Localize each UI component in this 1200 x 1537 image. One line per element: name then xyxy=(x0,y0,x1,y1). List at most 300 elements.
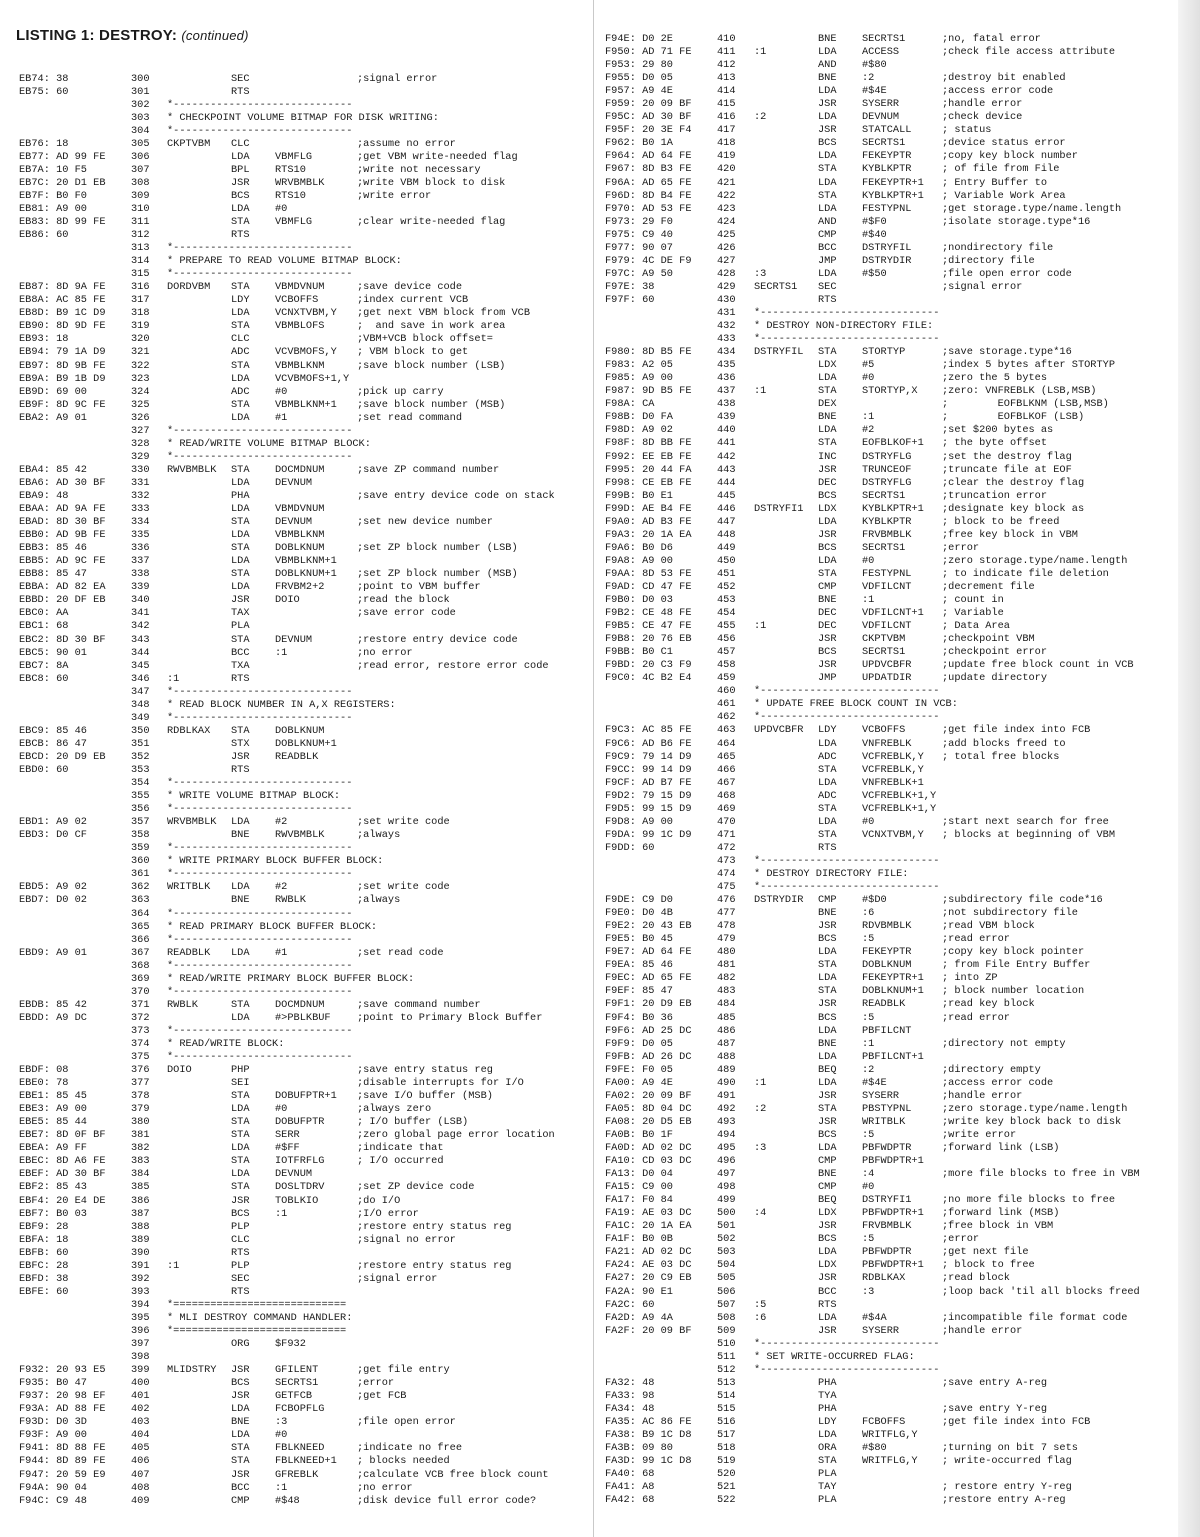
code-label: DORDVBM xyxy=(167,281,211,294)
code-address: F9B2: CE 48 FE xyxy=(605,607,692,620)
code-opcode: JSR xyxy=(231,1364,250,1377)
code-address: F93A: AD 88 FE xyxy=(19,1403,106,1416)
code-line-number: 344 xyxy=(131,646,150,659)
code-opcode: DEC xyxy=(818,620,837,633)
code-line-number: 413 xyxy=(717,72,736,85)
code-operand: #0 xyxy=(275,202,288,215)
code-operand: VBMBLKNM+1 xyxy=(275,398,337,411)
code-operand: UPDVCBFR xyxy=(862,659,912,672)
code-comment: ;write error xyxy=(942,1128,1017,1141)
code-address: EBC8: 60 xyxy=(19,672,69,685)
code-address: EBE1: 85 45 xyxy=(19,1090,87,1103)
code-operand: DOBLKNUM xyxy=(275,724,325,737)
code-line-number: 483 xyxy=(717,985,736,998)
code-line-number: 328 xyxy=(131,437,150,450)
code-opcode: LDA xyxy=(818,202,837,215)
code-address: F992: EE EB FE xyxy=(605,450,692,463)
code-address: EBF4: 20 E4 DE xyxy=(19,1194,106,1207)
code-line-number: 509 xyxy=(717,1324,736,1337)
code-line-number: 379 xyxy=(131,1103,150,1116)
code-comment: ;zero storage.type/name.length xyxy=(942,554,1128,567)
code-comment: ;restore entry status reg xyxy=(357,1259,512,1272)
code-section-text: *----------------------------- xyxy=(167,933,353,946)
code-opcode: STA xyxy=(818,346,837,359)
code-operand: FESTYPNL xyxy=(862,202,912,215)
code-opcode: STA xyxy=(818,567,837,580)
code-address: F9FB: AD 26 DC xyxy=(605,1050,692,1063)
code-label: :3 xyxy=(754,267,767,280)
code-comment: ;device status error xyxy=(942,137,1066,150)
code-comment: ;read block xyxy=(942,1272,1010,1285)
code-opcode: STA xyxy=(818,959,837,972)
code-address: F9BD: 20 C3 F9 xyxy=(605,659,692,672)
code-opcode: STA xyxy=(231,516,250,529)
code-label: :2 xyxy=(754,111,767,124)
code-comment: ;more file blocks to free in VBM xyxy=(942,1168,1140,1181)
code-opcode: LDA xyxy=(818,1141,837,1154)
code-line-number: 420 xyxy=(717,163,736,176)
code-operand: FEKEYPTR+1 xyxy=(862,972,924,985)
code-opcode: STA xyxy=(231,1090,250,1103)
code-line-number: 348 xyxy=(131,698,150,711)
code-line-number: 395 xyxy=(131,1311,150,1324)
code-comment: ;forward link (LSB) xyxy=(942,1141,1060,1154)
code-line-number: 458 xyxy=(717,659,736,672)
code-section-text: *----------------------------- xyxy=(754,1363,940,1376)
code-label: DSTRYDIR xyxy=(754,894,804,907)
code-line-number: 309 xyxy=(131,189,150,202)
code-line-number: 358 xyxy=(131,829,150,842)
code-opcode: INC xyxy=(818,450,837,463)
code-comment: ;save entry A-reg xyxy=(942,1376,1048,1389)
code-address: F9E2: 20 43 EB xyxy=(605,920,692,933)
code-comment: ;copy key block number xyxy=(942,150,1078,163)
code-address: EBD0: 60 xyxy=(19,763,69,776)
code-line-number: 326 xyxy=(131,411,150,424)
code-address: F9D8: A9 00 xyxy=(605,815,673,828)
code-comment: ;update free block count in VCB xyxy=(942,659,1134,672)
code-line-number: 300 xyxy=(131,72,150,85)
code-section-text: *----------------------------- xyxy=(754,1337,940,1350)
code-operand: SYSERR xyxy=(862,1324,900,1337)
code-comment: ;indicate no free xyxy=(357,1442,463,1455)
code-line-number: 522 xyxy=(717,1494,736,1507)
code-address: FA02: 20 09 BF xyxy=(605,1089,692,1102)
code-line-number: 399 xyxy=(131,1364,150,1377)
code-comment: ;read error, restore error code xyxy=(357,659,549,672)
code-opcode: BCS xyxy=(818,1233,837,1246)
code-address: F93D: D0 3D xyxy=(19,1416,87,1429)
code-line-number: 443 xyxy=(717,463,736,476)
code-address: FA2A: 90 E1 xyxy=(605,1285,673,1298)
code-line-number: 334 xyxy=(131,516,150,529)
code-operand: KYBLKPTR xyxy=(862,515,912,528)
code-address: F9BB: B0 C1 xyxy=(605,646,673,659)
code-operand: GFILENT xyxy=(275,1364,319,1377)
code-opcode: LDA xyxy=(818,1429,837,1442)
code-line-number: 437 xyxy=(717,385,736,398)
code-address: FA2D: A9 4A xyxy=(605,1311,673,1324)
code-opcode: LDA xyxy=(231,529,250,542)
code-operand: VCBOFFS xyxy=(862,724,906,737)
code-operand: RTS10 xyxy=(275,163,306,176)
code-opcode: BCS xyxy=(818,489,837,502)
code-opcode: LDA xyxy=(231,372,250,385)
code-opcode: JSR xyxy=(818,1324,837,1337)
code-opcode: STA xyxy=(818,163,837,176)
code-address: EBF7: B0 03 xyxy=(19,1207,87,1220)
code-comment: ;truncation error xyxy=(942,489,1048,502)
code-label: :2 xyxy=(754,1102,767,1115)
code-operand: #0 xyxy=(275,385,288,398)
code-address: F97E: 38 xyxy=(605,280,655,293)
code-comment: ;save entry device code on stack xyxy=(357,490,555,502)
code-opcode: BCS xyxy=(231,189,250,202)
code-opcode: ORG xyxy=(231,1338,250,1351)
code-address: F98B: D0 FA xyxy=(605,411,673,424)
code-comment: ;set write code xyxy=(357,881,450,894)
code-label: DSTRYFIL xyxy=(754,346,804,359)
code-address: EB74: 38 xyxy=(19,72,69,85)
code-comment: ; blocks needed xyxy=(357,1455,450,1468)
code-comment: ;index 5 bytes after STORTYP xyxy=(942,359,1116,372)
code-label: MLIDSTRY xyxy=(167,1364,217,1377)
code-opcode: PHA xyxy=(231,490,250,502)
code-address: F957: A9 4E xyxy=(605,85,673,98)
code-comment: ;I/O error xyxy=(357,1207,419,1220)
code-operand: READBLK xyxy=(275,750,319,763)
code-opcode: LDA xyxy=(231,1011,250,1024)
code-label: CKPTVBM xyxy=(167,137,211,150)
code-opcode: LDY xyxy=(231,294,250,307)
code-line-number: 361 xyxy=(131,868,150,881)
code-opcode: JSR xyxy=(818,1115,837,1128)
code-comment: ;disable interrupts for I/O xyxy=(357,1077,524,1090)
code-line-number: 469 xyxy=(717,802,736,815)
code-operand: DOBUFPTR xyxy=(275,1116,325,1129)
code-line-number: 319 xyxy=(131,320,150,333)
code-address: FA13: D0 04 xyxy=(605,1168,673,1181)
code-operand: VCFREBLK,Y xyxy=(862,763,924,776)
code-comment: ;save entry Y-reg xyxy=(942,1402,1048,1415)
code-address: EBEA: A9 FF xyxy=(19,1142,87,1155)
code-comment: ; I/O occurred xyxy=(357,1155,444,1168)
code-operand: VCBOFFS xyxy=(275,294,319,307)
code-opcode: CMP xyxy=(818,894,837,907)
code-opcode: LDA xyxy=(231,1429,250,1442)
code-address: F950: AD 71 FE xyxy=(605,46,692,59)
code-line-number: 433 xyxy=(717,333,736,346)
code-address: EB76: 18 xyxy=(19,137,69,150)
code-address: F979: 4C DE F9 xyxy=(605,254,692,267)
code-line-number: 357 xyxy=(131,816,150,829)
code-operand: RWVBMBLK xyxy=(275,829,325,842)
code-opcode: STA xyxy=(818,1455,837,1468)
code-address: F9E0: D0 4B xyxy=(605,907,673,920)
code-comment: ;checkpoint VBM xyxy=(942,633,1035,646)
code-address: FA2F: 20 09 BF xyxy=(605,1324,692,1337)
code-line-number: 487 xyxy=(717,1037,736,1050)
code-address: EB7C: 20 D1 EB xyxy=(19,176,106,189)
code-opcode: LDA xyxy=(231,150,250,163)
code-comment: ;read key block xyxy=(942,998,1035,1011)
code-opcode: BEQ xyxy=(818,1063,837,1076)
code-line-number: 360 xyxy=(131,855,150,868)
code-line-number: 463 xyxy=(717,724,736,737)
code-opcode: SEI xyxy=(231,1077,250,1090)
code-opcode: BNE xyxy=(231,1416,250,1429)
code-comment: ;get next file xyxy=(942,1246,1029,1259)
code-opcode: LDA xyxy=(818,554,837,567)
code-label: :4 xyxy=(754,1207,767,1220)
code-address: EBB5: AD 9C FE xyxy=(19,555,106,568)
code-section-text: *----------------------------- xyxy=(167,985,353,998)
code-line-number: 449 xyxy=(717,541,736,554)
code-section-text: * PREPARE TO READ VOLUME BITMAP BLOCK: xyxy=(167,255,402,268)
code-address: F9C6: AD B6 FE xyxy=(605,737,692,750)
code-comment: ; into ZP xyxy=(942,972,998,985)
code-operand: VDFILCNT xyxy=(862,580,912,593)
code-operand: KYBLKPTR+1 xyxy=(862,502,924,515)
code-address: EBF9: 28 xyxy=(19,1220,69,1233)
code-address: EBBA: AD 82 EA xyxy=(19,581,106,594)
code-comment: ;handle error xyxy=(942,98,1023,111)
code-comment: ; Variable Work Area xyxy=(942,189,1066,202)
code-label: SECRTS1 xyxy=(754,280,798,293)
code-line-number: 302 xyxy=(131,98,150,111)
code-line-number: 489 xyxy=(717,1063,736,1076)
code-opcode: LDX xyxy=(818,1207,837,1220)
code-operand: :6 xyxy=(862,907,875,920)
code-section-text: *----------------------------- xyxy=(167,907,353,920)
code-line-number: 453 xyxy=(717,594,736,607)
code-opcode: STA xyxy=(818,385,837,398)
code-address: EBB0: AD 9B FE xyxy=(19,529,106,542)
code-opcode: JSR xyxy=(818,124,837,137)
code-opcode: LDY xyxy=(818,724,837,737)
code-comment: ;calculate VCB free block count xyxy=(357,1468,549,1481)
code-opcode: JSR xyxy=(818,1089,837,1102)
code-operand: DEVNUM xyxy=(275,476,313,489)
code-comment: ;read error xyxy=(942,933,1010,946)
code-operand: :1 xyxy=(275,646,288,659)
code-opcode: SEC xyxy=(818,280,837,293)
code-address: F9D5: 99 15 D9 xyxy=(605,802,692,815)
code-opcode: LDA xyxy=(231,1403,250,1416)
code-address: EBC2: 8D 30 BF xyxy=(19,633,106,646)
code-opcode: JSR xyxy=(231,176,250,189)
code-address: F93F: A9 00 xyxy=(19,1429,87,1442)
code-section-text: *----------------------------- xyxy=(167,1024,353,1037)
code-address: FA00: A9 4E xyxy=(605,1076,673,1089)
code-address: F987: 9D B5 FE xyxy=(605,385,692,398)
code-operand: FRVBMBLK xyxy=(862,528,912,541)
code-line-number: 427 xyxy=(717,254,736,267)
code-opcode: BCS xyxy=(818,933,837,946)
code-operand: STATCALL xyxy=(862,124,912,137)
code-line-number: 472 xyxy=(717,841,736,854)
code-opcode: STA xyxy=(231,1116,250,1129)
code-comment: ;no more file blocks to free xyxy=(942,1194,1116,1207)
code-opcode: JSR xyxy=(231,750,250,763)
code-address: F9EC: AD 65 FE xyxy=(605,972,692,985)
code-operand: #0 xyxy=(862,372,875,385)
code-comment: ; of file from File xyxy=(942,163,1060,176)
code-section-text: *----------------------------- xyxy=(167,711,353,724)
code-opcode: STA xyxy=(231,398,250,411)
code-operand: IOTFRFLG xyxy=(275,1155,325,1168)
code-line-number: 341 xyxy=(131,607,150,620)
code-comment: ; status xyxy=(942,124,992,137)
code-section-text: *----------------------------- xyxy=(167,424,353,437)
code-operand: SERR xyxy=(275,1129,300,1142)
code-section-text: *----------------------------- xyxy=(754,881,940,894)
code-address: EBC5: 90 01 xyxy=(19,646,87,659)
code-comment: ; the byte offset xyxy=(942,437,1048,450)
code-line-number: 396 xyxy=(131,1325,150,1337)
code-section-text: *----------------------------- xyxy=(167,1051,353,1064)
code-comment: ; Entry Buffer to xyxy=(942,176,1048,189)
code-comment: ;save block number (MSB) xyxy=(357,398,506,411)
code-comment: ; from File Entry Buffer xyxy=(942,959,1091,972)
code-address: F95C: AD 30 BF xyxy=(605,111,692,124)
code-opcode: LDA xyxy=(818,46,837,59)
code-opcode: LDX xyxy=(818,359,837,372)
code-operand: #0 xyxy=(862,815,875,828)
code-operand: DOSLTDRV xyxy=(275,1181,325,1194)
code-operand: #2 xyxy=(275,881,288,894)
code-comment: ;checkpoint error xyxy=(942,646,1048,659)
code-opcode: ADC xyxy=(231,385,250,398)
code-comment: ; I/O buffer (LSB) xyxy=(357,1116,469,1129)
code-address: F9DA: 99 1C D9 xyxy=(605,828,692,841)
code-line-number: 372 xyxy=(131,1011,150,1024)
code-address: FA19: AE 03 DC xyxy=(605,1207,692,1220)
code-line-number: 492 xyxy=(717,1102,736,1115)
code-operand: DEVNUM xyxy=(862,111,900,124)
code-line-number: 477 xyxy=(717,907,736,920)
code-line-number: 313 xyxy=(131,242,150,255)
code-address: F9EF: 85 47 xyxy=(605,985,673,998)
code-opcode: STA xyxy=(818,189,837,202)
code-line-number: 478 xyxy=(717,920,736,933)
code-opcode: RTS xyxy=(231,85,250,98)
code-comment: ;always zero xyxy=(357,1103,432,1116)
code-operand: FRVBMBLK xyxy=(862,1220,912,1233)
code-line-number: 460 xyxy=(717,685,736,698)
code-line-number: 345 xyxy=(131,659,150,672)
code-line-number: 425 xyxy=(717,228,736,241)
code-line-number: 493 xyxy=(717,1115,736,1128)
code-opcode: LDA xyxy=(818,424,837,437)
code-operand: DOCMDNUM xyxy=(275,998,325,1011)
code-opcode: STA xyxy=(818,1102,837,1115)
code-operand: :5 xyxy=(862,1128,875,1141)
code-line-number: 305 xyxy=(131,137,150,150)
code-line-number: 504 xyxy=(717,1259,736,1272)
code-address: EB81: A9 00 xyxy=(19,202,87,215)
code-label: RWBLK xyxy=(167,998,198,1011)
code-address: F9A3: 20 1A EA xyxy=(605,528,692,541)
code-opcode: LDA xyxy=(231,581,250,594)
code-section-text: *============================ xyxy=(167,1298,347,1311)
code-comment: ;copy key block pointer xyxy=(942,946,1085,959)
code-comment: ;isolate storage.type*16 xyxy=(942,215,1091,228)
code-label: UPDVCBFR xyxy=(754,724,804,737)
code-comment: ;point to Primary Block Buffer xyxy=(357,1011,543,1024)
code-comment: ;write VBM block to disk xyxy=(357,176,506,189)
code-comment: ;set new device number xyxy=(357,516,493,529)
code-opcode: BNE xyxy=(818,594,837,607)
code-address: EB9F: 8D 9C FE xyxy=(19,398,106,411)
code-opcode: ORA xyxy=(818,1442,837,1455)
code-operand: VCFREBLK+1,Y xyxy=(862,789,937,802)
code-opcode: PLA xyxy=(231,620,250,633)
code-address: F953: 29 80 xyxy=(605,59,673,72)
code-opcode: RTS xyxy=(231,1246,250,1259)
code-comment: ; VBM block to get xyxy=(357,346,469,359)
code-comment: ;clear write-needed flag xyxy=(357,216,506,229)
code-comment: ;do I/O xyxy=(357,1194,401,1207)
code-opcode: LDX xyxy=(818,1259,837,1272)
code-operand: EOFBLKOF+1 xyxy=(862,437,924,450)
code-comment: ;restore entry A-reg xyxy=(942,1494,1066,1507)
code-opcode: PLA xyxy=(818,1494,837,1507)
code-operand: PBFWDPTR xyxy=(862,1141,912,1154)
code-line-number: 311 xyxy=(131,216,150,229)
code-section-text: *----------------------------- xyxy=(167,685,353,698)
code-address: EB7A: 10 F5 xyxy=(19,163,87,176)
code-comment: ;handle error xyxy=(942,1324,1023,1337)
code-address: FA17: F0 84 xyxy=(605,1194,673,1207)
code-address: EBA9: 48 xyxy=(19,490,69,502)
code-address: EBDF: 08 xyxy=(19,1064,69,1077)
code-operand: SECRTS1 xyxy=(275,1377,319,1390)
code-operand: VBMBLKNM+1 xyxy=(275,555,337,568)
code-opcode: LDA xyxy=(818,515,837,528)
code-comment: ;write not necessary xyxy=(357,163,481,176)
code-operand: VBMDVNUM xyxy=(275,281,325,294)
code-line-number: 352 xyxy=(131,750,150,763)
code-section-text: *----------------------------- xyxy=(167,842,353,855)
code-comment: ;assume no error xyxy=(357,137,456,150)
code-comment: ;incompatible file format code xyxy=(942,1311,1128,1324)
code-operand: VNFREBLK xyxy=(862,737,912,750)
code-comment: ;file open error xyxy=(357,1416,456,1429)
code-line-number: 380 xyxy=(131,1116,150,1129)
code-address: F983: A2 05 xyxy=(605,359,673,372)
code-address: F970: AD 53 FE xyxy=(605,202,692,215)
code-address: F985: A9 00 xyxy=(605,372,673,385)
code-line-number: 374 xyxy=(131,1037,150,1050)
code-line-number: 466 xyxy=(717,763,736,776)
code-operand: GFREBLK xyxy=(275,1468,319,1481)
code-line-number: 436 xyxy=(717,372,736,385)
code-operand: #$80 xyxy=(862,1442,887,1455)
code-comment: ;signal error xyxy=(357,72,438,85)
code-address: EB7F: B0 F0 xyxy=(19,189,87,202)
code-opcode: RTS xyxy=(231,229,250,242)
code-line-number: 515 xyxy=(717,1402,736,1415)
code-address: EBB8: 85 47 xyxy=(19,568,87,581)
code-line-number: 312 xyxy=(131,229,150,242)
code-address: F980: 8D B5 FE xyxy=(605,346,692,359)
code-line-number: 447 xyxy=(717,515,736,528)
code-line-number: 424 xyxy=(717,215,736,228)
code-address: F9A0: AD B3 FE xyxy=(605,515,692,528)
code-address: F9AD: CD 47 FE xyxy=(605,580,692,593)
code-operand: VBMBLOFS xyxy=(275,320,325,333)
